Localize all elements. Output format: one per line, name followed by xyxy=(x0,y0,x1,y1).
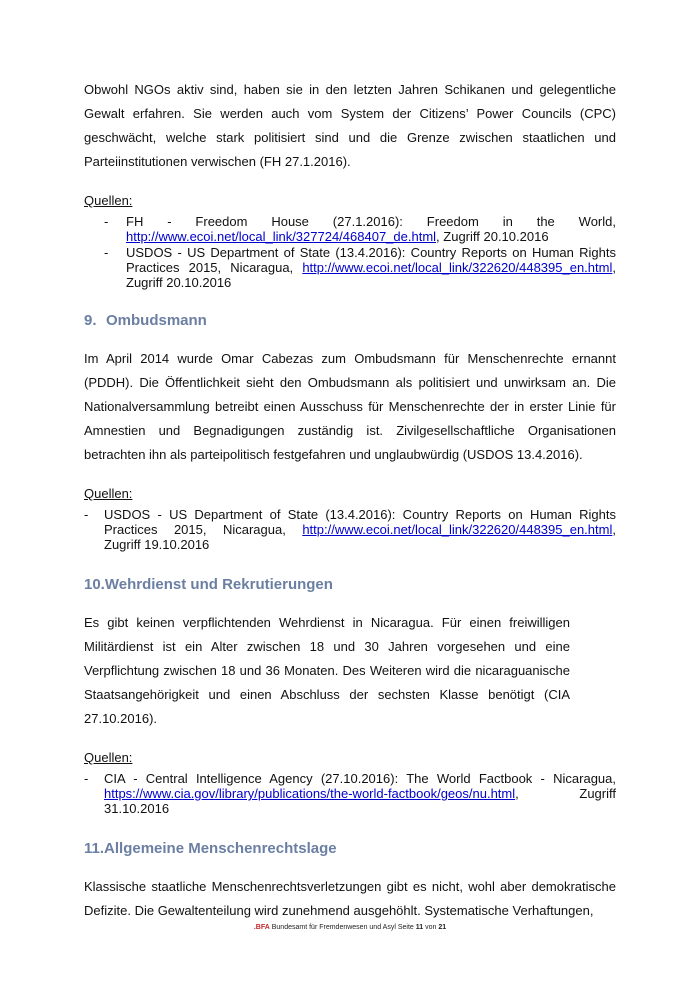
ombudsmann-paragraph: Im April 2014 wurde Omar Cabezas zum Ombudsmann für Menschenrechte ernannt (PDDH). Die Öffentlichkeit sieht den Ombudsmann als politisiert und unwirksam an. Die Nationalversammlung betreibt einen Ausschuss für Menschenrechte der in erster Linie für Amnestien und Begnadigungen zuständig ist. Zivilgesellschaftliche Organisationen betrachten ihn als parteipolitisch festgefahren und unglaubwürdig (USDOS 13.4.2016). xyxy=(84,351,616,462)
page-footer: .BFA Bundesamt für Fremdenwesen und Asyl Seite 11 von 21 xyxy=(253,924,447,931)
intro-paragraph: Obwohl NGOs aktiv sind, haben sie in den letzten Jahren Schikanen und gelegentliche Gewalt erfahren. Sie werden auch vom System der Citizens’ Power Councils (CPC) geschwächt, welche stark politisiert sind und die Grenze zwischen staatlichen und Parteiinstitutionen verwischen (FH 27.1.2016). xyxy=(84,82,616,169)
document-page xyxy=(84,78,616,923)
wehrdienst-paragraph: Es gibt keinen verpflichtenden Wehrdienst in Nicaragua. Für einen freiwilligen Militärdienst ist ein Alter zwischen 18 und 30 Jahren vorgesehen und eine Verpflichtung zwischen 18 und 36 Monaten. Des Weiteren wird die nicaraguanische Staatsangehörigkeit und einen Abschluss der sechsten Klasse benötigt (CIA 27.10.2016). xyxy=(84,615,570,726)
page-total: 21 xyxy=(438,924,447,931)
sources-list xyxy=(84,507,616,552)
source-link[interactable]: http://www.ecoi.net/local_link/322620/448395_en.html xyxy=(302,522,613,537)
source-link[interactable]: http://www.ecoi.net/local_link/327724/468407_de.html xyxy=(126,229,437,244)
source-item: - FH - Freedom House (27.1.2016): Freedom in the World, http://www.ecoi.net/local_link/327724/468407_de.html, Zugriff 20.10.2016 xyxy=(104,214,616,244)
section-heading-ombudsmann: 9. Ombudsmann xyxy=(84,312,207,329)
source-item: - USDOS - US Department of State (13.4.2016): Country Reports on Human Rights Practices 2015, Nicaragua, http://www.ecoi.net/local_link/322620/448395_en.html, Zugriff 19.10.2016 xyxy=(84,507,616,552)
footer-org: Bundesamt für Fremdenwesen und Asyl xyxy=(271,924,396,931)
source-link[interactable]: https://www.cia.gov/library/publications/the-world-factbook/geos/nu.html xyxy=(104,786,516,801)
sources-label: Quellen: xyxy=(84,750,133,765)
menschenrechtslage-paragraph: Klassische staatliche Menschenrechtsverletzungen gibt es nicht, wohl aber demokratische Defizite. Die Gewaltenteilung wird zunehmend ausgehöhlt. Systematische Verhaftungen, xyxy=(84,879,616,918)
source-item: - CIA - Central Intelligence Agency (27.10.2016): The World Factbook - Nicaragua, https://www.cia.gov/library/publications/the-world-factbook/geos/nu.html, Zugriff 31.10.2016 xyxy=(84,771,616,816)
sources-label: Quellen: xyxy=(84,486,133,501)
sources-list xyxy=(84,771,616,816)
sources-label: Quellen: xyxy=(84,193,133,208)
bfa-logo: .BFA xyxy=(253,924,270,931)
source-item: - USDOS - US Department of State (13.4.2016): Country Reports on Human Rights Practices 2015, Nicaragua, http://www.ecoi.net/local_link/322620/448395_en.html, Zugriff 20.10.2016 xyxy=(104,245,616,290)
page-current: 11 xyxy=(415,924,424,931)
section-heading-menschenrechtslage: 11.Allgemeine Menschenrechtslage xyxy=(84,840,337,857)
section-heading-wehrdienst: 10.Wehrdienst und Rekrutierungen xyxy=(84,576,333,593)
source-link[interactable]: http://www.ecoi.net/local_link/322620/448395_en.html xyxy=(302,260,613,275)
sources-list xyxy=(84,214,616,290)
